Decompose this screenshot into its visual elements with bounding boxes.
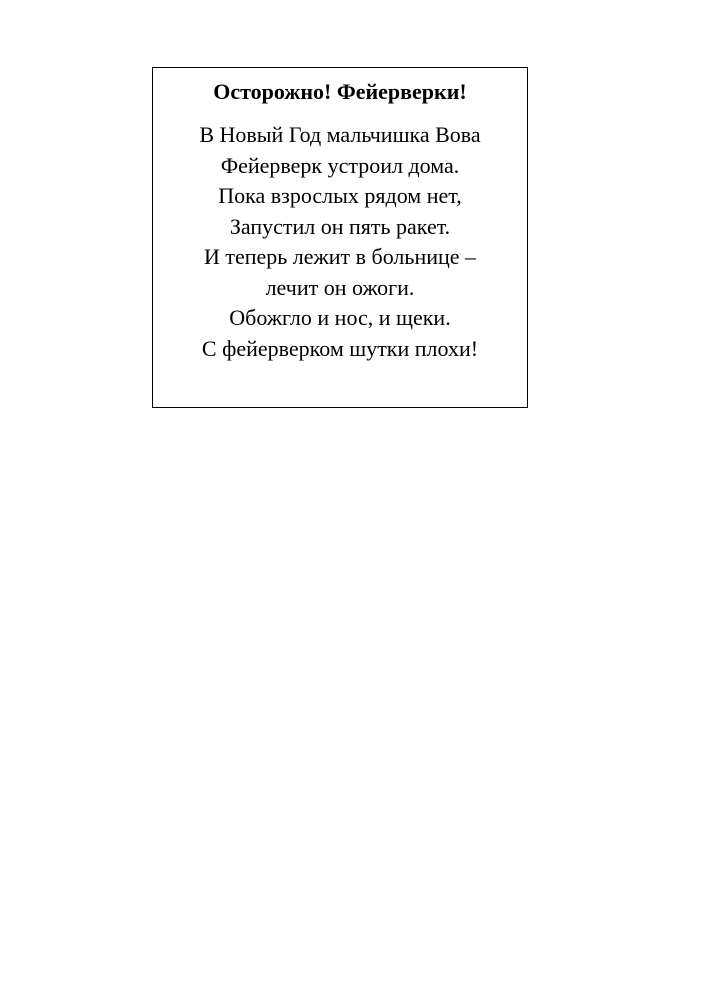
poem-line: Запустил он пять ракет.: [229, 213, 451, 239]
poem-line: В Новый Год мальчишка Вова: [199, 122, 481, 147]
poem-line: И теперь лежит в больнице –: [203, 244, 477, 269]
poem-line: Обожгло и нос, и щеки.: [229, 305, 451, 330]
poem-line: С фейерверком шутки плохи!: [201, 335, 479, 361]
poem-box: [152, 67, 528, 408]
poem-title: Осторожно! Фейерверки!: [213, 79, 467, 104]
poem-line: Пока взрослых рядом нет,: [218, 183, 462, 208]
poem-line: Фейерверк устроил дома.: [220, 152, 460, 178]
poem-line: лечит он ожоги.: [265, 274, 415, 300]
poem-body: [153, 120, 527, 364]
